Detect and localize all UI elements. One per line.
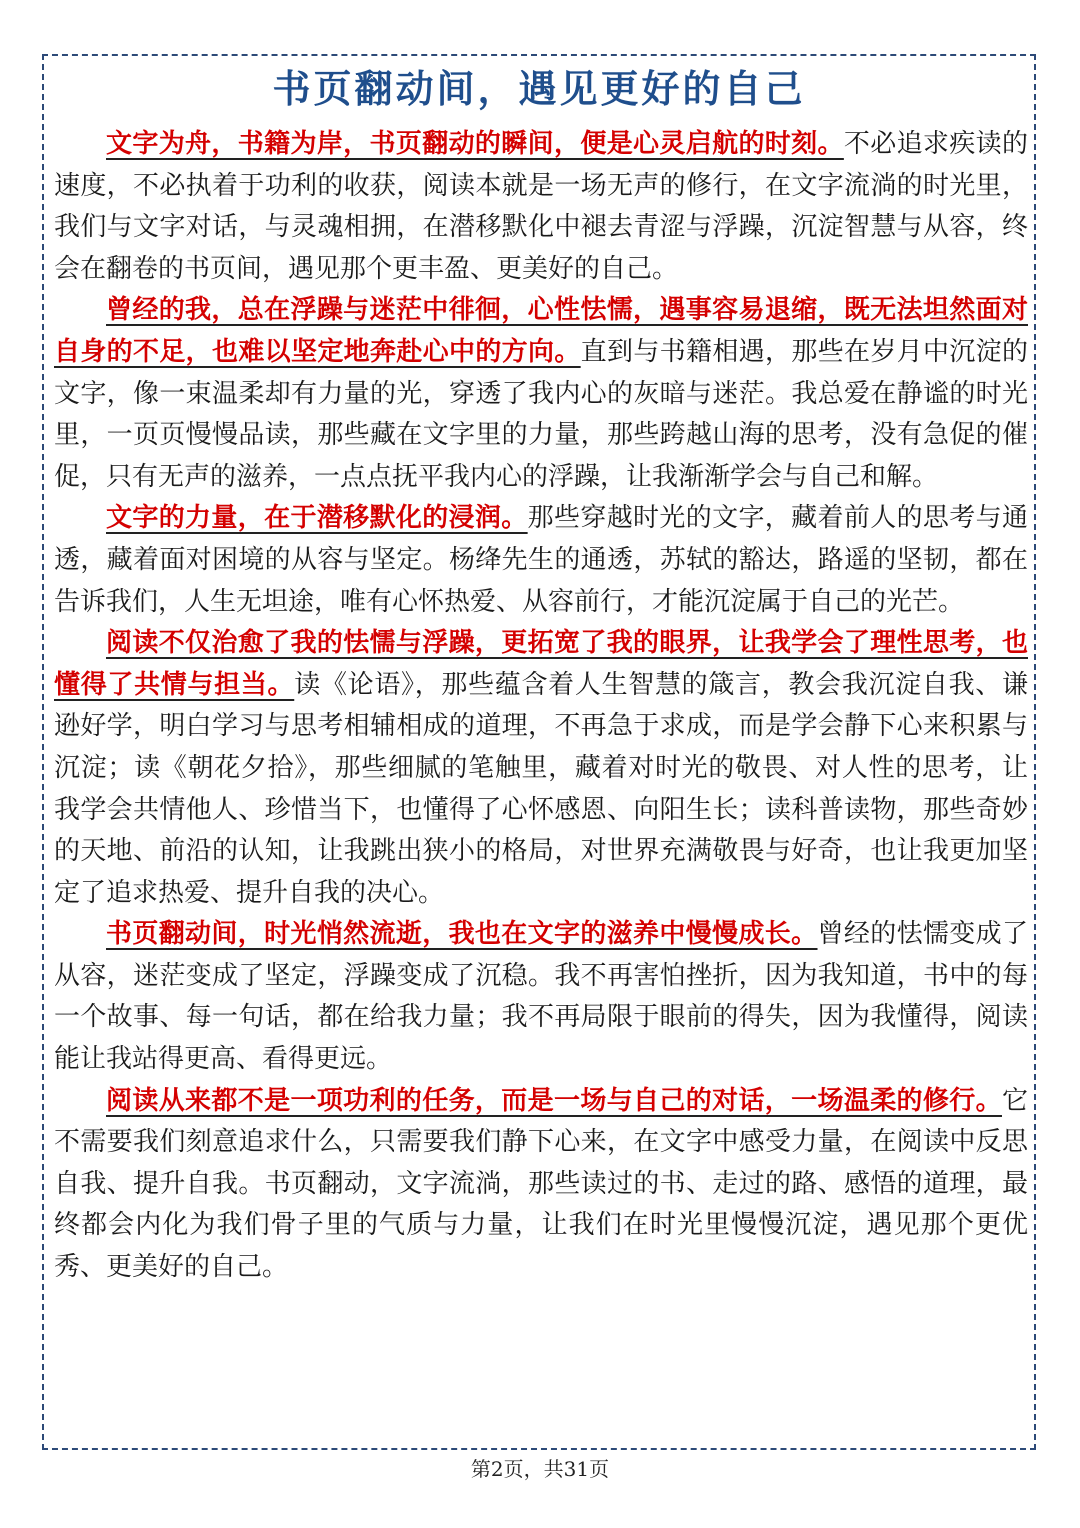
highlight-sentence: 文字的力量，在于潜移默化的浸润。 xyxy=(106,503,528,534)
paragraph-2 xyxy=(54,290,1028,498)
paragraph-text: 它不需要我们刻意追求什么，只需要我们静下心来，在文字中感受力量，在阅读中反思自我、提升自我。书页翻动，文字流淌，那些读过的书、走过的路、感悟的道理，最终都会内化为我们骨子里的气质与力量，让我们在时光里慢慢沉淀，遇见那个更优秀、更美好的自己。 xyxy=(54,1085,1028,1283)
page-title: 书页翻动间，遇见更好的自己 xyxy=(272,66,806,111)
paragraph-4 xyxy=(54,623,1028,914)
paragraph-text: 那些穿越时光的文字，藏着前人的思考与通透，藏着面对困境的从容与坚定。杨绛先生的通透，苏轼的豁达，路遥的坚韧，都在告诉我们，人生无坦途，唯有心怀热爱、从容前行，才能沉淀属于自己的光芒。 xyxy=(54,503,1028,617)
highlight-sentence: 阅读不仅治愈了我的怯懦与浮躁，更拓宽了我的眼界，让我学会了理性思考，也懂得了共情与担当。 xyxy=(54,628,1028,700)
highlight-sentence: 阅读从来都不是一项功利的任务，而是一场与自己的对话，一场温柔的修行。 xyxy=(106,1085,1002,1116)
paragraph-1 xyxy=(54,124,1028,290)
paragraph-5 xyxy=(54,914,1028,1080)
highlight-sentence: 书页翻动间，时光悄然流逝，我也在文字的滋养中慢慢成长。 xyxy=(106,919,818,950)
article-body xyxy=(54,124,1028,1289)
paragraph-3 xyxy=(54,498,1028,623)
paragraph-text: 直到与书籍相遇，那些在岁月中沉淀的文字，像一束温柔却有力量的光，穿透了我内心的灰暗与迷茫。我总爱在静谧的时光里，一页页慢慢品读，那些藏在文字里的力量，那些跨越山海的思考，没有急促的催促，只有无声的滋养，一点点抚平我内心的浮躁，让我渐渐学会与自己和解。 xyxy=(54,336,1028,492)
paragraph-text: 不必追求疾读的速度，不必执着于功利的收获，阅读本就是一场无声的修行，在文字流淌的时光里，我们与文字对话，与灵魂相拥，在潜移默化中褪去青涩与浮躁，沉淀智慧与从容，终会在翻卷的书页间，遇见那个更丰盈、更美好的自己。 xyxy=(54,129,1028,284)
paragraph-text: 曾经的怯懦变成了从容，迷茫变成了坚定，浮躁变成了沉稳。我不再害怕挫折，因为我知道，书中的每一个故事、每一句话，都在给我力量；我不再局限于眼前的得失，因为我懂得，阅读能让我站得更高、看得更远。 xyxy=(54,919,1028,1075)
highlight-sentence: 曾经的我，总在浮躁与迷茫中徘徊，心性怯懦，遇事容易退缩，既无法坦然面对自身的不足，也难以坚定地奔赴心中的方向。 xyxy=(54,295,1028,367)
paragraph-text: 读《论语》，那些蕴含着人生智慧的箴言，教会我沉淀自我、谦逊好学，明白学习与思考相辅相成的道理，不再急于求成，而是学会静下心来积累与沉淀；读《朝花夕拾》，那些细腻的笔触里，藏着对时光的敬畏、对人性的思考，让我学会共情他人、珍惜当下，也懂得了心怀感恩、向阳生长；读科普读物，那些奇妙的天地、前沿的认知，让我跳出狭小的格局，对世界充满敬畏与好奇，也让我更加坚定了追求热爱、提升自我的决心。 xyxy=(54,669,1028,908)
page-number: 第2页，共31页 xyxy=(470,1457,610,1481)
highlight-sentence: 文字为舟，书籍为岸，书页翻动的瞬间，便是心灵启航的时刻。 xyxy=(106,129,844,159)
page-frame xyxy=(42,54,1036,1450)
paragraph-6 xyxy=(54,1081,1028,1289)
